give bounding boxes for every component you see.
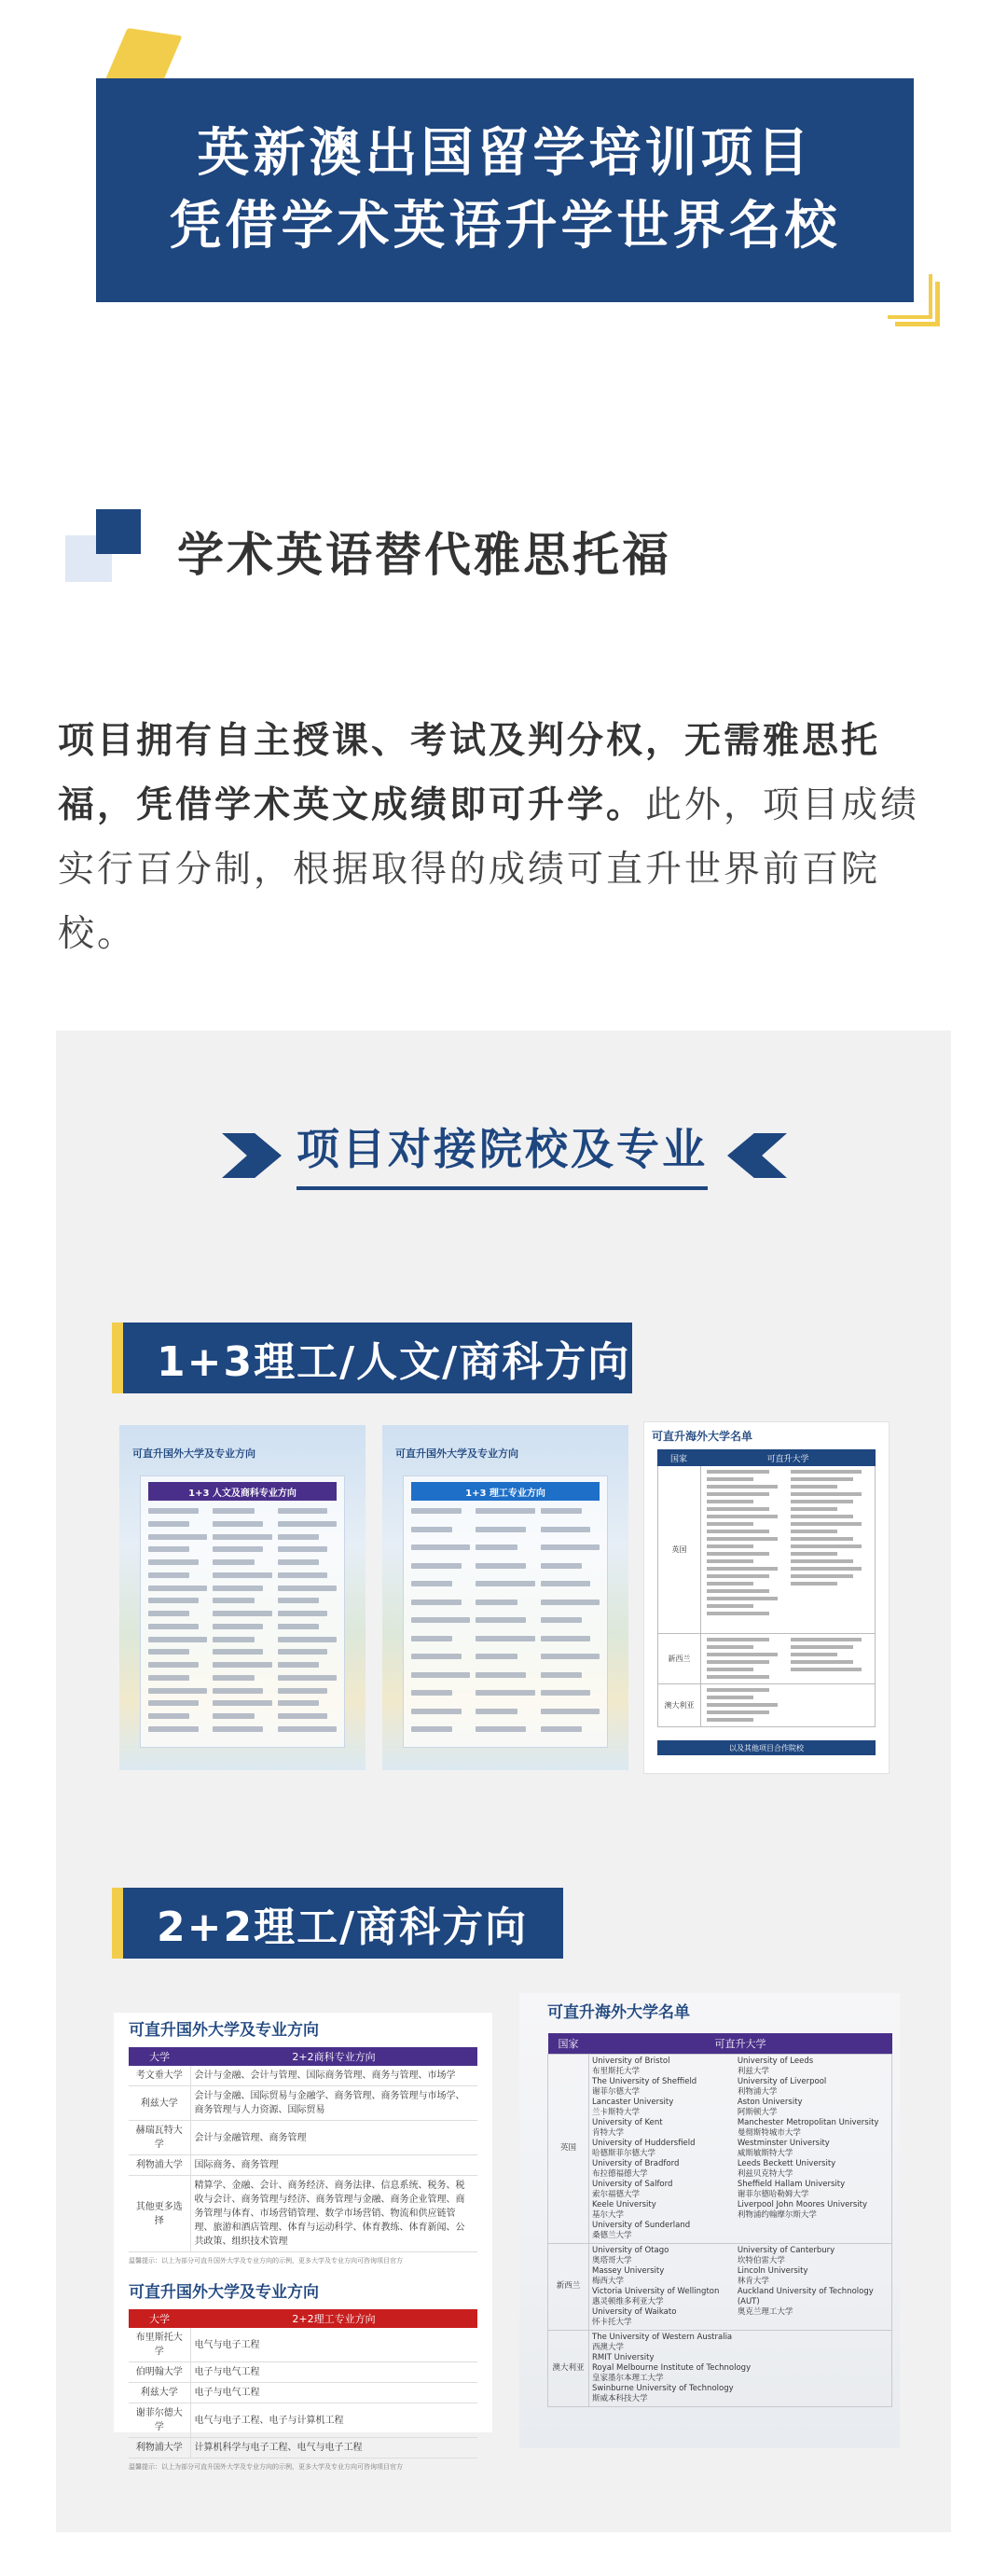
table-row (548, 2243, 892, 2330)
table-row: 谢菲尔德大学 电气与电子工程、电子与计算机工程 (129, 2403, 477, 2438)
university-name: University of Kent (592, 2117, 663, 2127)
university-name: 桑德兰大学 (592, 2230, 632, 2240)
thumbnail-footer-text: 以及其他项目合作院校 (729, 1743, 804, 1752)
table-header: 2+2理工专业方向 (190, 2309, 477, 2328)
thumbnail-card-head: 1+3 人文及商科专业方向 (148, 1482, 337, 1501)
university-name: RMIT University (592, 2352, 655, 2362)
university-name: 奥克兰理工大学 (737, 2306, 793, 2317)
nz-universities-col2 (738, 2246, 883, 2318)
table-row: 利物浦大学 计算机科学与电子工程、电气与电子工程 (129, 2438, 477, 2458)
thumbnail-col-country: 国家 (669, 1454, 687, 1464)
engineering-note: 温馨提示：以上为部分可直升国外大学及专业方向的示例，更多大学及专业方向可咨询项目官方 (129, 2463, 403, 2471)
thumbnail-heading: 可直升海外大学名单 (652, 1430, 753, 1443)
university-name: Westminster University (737, 2138, 830, 2148)
business-majors-table (129, 2047, 477, 2252)
table-header: 国家 (548, 2033, 589, 2054)
table-row: 布里斯托大学 电气与电子工程 (129, 2328, 477, 2362)
table-header: 2+2商科专业方向 (190, 2047, 477, 2066)
university-name: University of Salford (592, 2179, 673, 2189)
university-name: Sheffield Hallam University (737, 2179, 846, 2189)
band-2plus2: 2+2理工/商科方向 (112, 1888, 563, 1959)
table-row: 利兹大学 电子与电气工程 (129, 2383, 477, 2403)
university-name: 肯特大学 (592, 2127, 625, 2138)
thumbnail-uk-block (657, 1466, 876, 1634)
section-title: 学术英语替代雅思托福 (177, 528, 671, 582)
country-uk: 英国 (548, 2054, 589, 2243)
thumbnail-card-head: 1+3 理工专业方向 (411, 1482, 600, 1501)
thumbnail-heading: 可直升国外大学及专业方向 (132, 1447, 255, 1460)
university-name: University of Sunderland (592, 2220, 691, 2230)
university-name: Leeds Beckett University (737, 2158, 836, 2168)
university-name: Manchester Metropolitan University (737, 2117, 879, 2127)
university-name: 利兹大学 (737, 2066, 769, 2076)
au-universities-col1 (592, 2333, 889, 2404)
hero-title-line1: 英新澳出国留学培训项目 (197, 123, 813, 184)
university-name: 奥塔哥大学 (592, 2255, 632, 2265)
thumbnail-card (140, 1475, 345, 1748)
table-row: 考文垂大学 会计与金融、会计与管理、国际商务管理、商务与管理、市场学 (129, 2066, 477, 2086)
university-name: University of Bristol (592, 2056, 670, 2066)
university-name: 惠灵顿维多利亚大学 (592, 2296, 664, 2306)
engineering-card-title: 可直升国外大学及专业方向 (129, 2283, 319, 2302)
table-row (548, 2330, 892, 2406)
uk-universities-col2 (738, 2057, 883, 2221)
university-name: 利物浦约翰摩尔斯大学 (737, 2209, 817, 2220)
thumbnail-humanities-majors[interactable] (119, 1425, 366, 1770)
thumbnail-table-header (657, 1449, 876, 1466)
university-name: 哈德斯菲尔德大学 (592, 2148, 656, 2158)
university-name: 阿斯顿大学 (737, 2107, 778, 2117)
university-name: University of Liverpool (737, 2076, 827, 2086)
thumbnail-au-block (657, 1684, 876, 1727)
university-name: 基尔大学 (592, 2209, 625, 2220)
thumbnail-card (403, 1475, 608, 1748)
table-row: 赫瑞瓦特大学 会计与金融管理、商务管理 (129, 2121, 477, 2155)
intro-paragraph (58, 709, 953, 966)
university-name: 梅西大学 (592, 2276, 625, 2286)
university-name: 斯威本科技大学 (592, 2393, 648, 2403)
university-name: University of Otago (592, 2245, 669, 2255)
university-name: Liverpool John Moores University (737, 2199, 867, 2209)
thumbnail-university-list[interactable] (643, 1421, 890, 1774)
university-name: The University of Sheffield (592, 2076, 697, 2086)
section-deco-square-dark (96, 509, 141, 554)
university-name: 索尔福德大学 (592, 2189, 641, 2199)
table-row: 利兹大学 会计与金融、国际贸易与金融学、商务管理、商务管理与市场学、商务管理与人力资源、国际贸易 (129, 2086, 477, 2121)
university-name: 谢菲尔德哈勒姆大学 (737, 2189, 809, 2199)
university-name: 坎特伯雷大学 (737, 2255, 785, 2265)
university-name: Swinburne University of Technology (592, 2383, 734, 2393)
thumbnail-engineering-majors[interactable] (382, 1425, 628, 1770)
intro-paragraph-normal: 此外，项目成绩实行百分制，根据取得的成绩可直升世界前百院校。 (58, 784, 920, 955)
country-nz: 新西兰 (548, 2243, 589, 2330)
university-name: 谢菲尔德大学 (592, 2086, 641, 2097)
band-1plus3: 1+3理工/人文/商科方向 (112, 1323, 632, 1393)
schools-title: 项目对接院校及专业 (297, 1115, 708, 1190)
thumbnail-col-universities: 可直升大学 (766, 1454, 809, 1464)
university-name: University of Huddersfield (592, 2138, 696, 2148)
university-name: The University of Western Australia (592, 2332, 733, 2342)
table-row (548, 2054, 892, 2243)
university-name: 西澳大学 (592, 2342, 625, 2352)
university-name: 布拉德福德大学 (592, 2168, 648, 2179)
thumbnail-uk-label: 英国 (658, 1466, 701, 1633)
hero-deco-bracket-inner (888, 274, 932, 319)
university-name: 威斯敏斯特大学 (737, 2148, 793, 2158)
thumbnail-nz-label: 新西兰 (658, 1634, 701, 1683)
university-name: University of Leeds (737, 2056, 814, 2066)
university-list-table (547, 2033, 892, 2407)
university-name: Auckland University of Technology (AUT) (737, 2286, 874, 2306)
thumbnail-nz-block (657, 1634, 876, 1684)
nz-universities-col1 (592, 2246, 738, 2328)
thumbnail-columns (141, 1501, 344, 1739)
university-name: 利物浦大学 (737, 2086, 778, 2097)
table-header: 大学 (129, 2309, 190, 2328)
university-name: 皇家墨尔本理工大学 (592, 2373, 664, 2383)
university-name: 布里斯托大学 (592, 2066, 641, 2076)
majors-card[interactable] (114, 2013, 492, 2471)
university-name: University of Bradford (592, 2158, 680, 2168)
university-list-card[interactable] (519, 1993, 900, 2448)
university-name: Keele University (592, 2199, 656, 2209)
thumbnail-heading: 可直升国外大学及专业方向 (395, 1447, 518, 1460)
thumbnail-footer-bar (657, 1740, 876, 1755)
university-list-title: 可直升海外大学名单 (547, 2003, 690, 2022)
university-name: 利兹贝克特大学 (737, 2168, 793, 2179)
table-row: 利物浦大学 国际商务、商务管理 (129, 2155, 477, 2176)
hero-title-line2: 凭借学术英语升学世界名校 (169, 196, 841, 256)
table-header: 大学 (129, 2047, 190, 2066)
university-name: Massey University (592, 2265, 665, 2276)
university-name: 怀卡托大学 (592, 2317, 632, 2327)
majors-card-title: 可直升国外大学及专业方向 (129, 2021, 319, 2040)
table-row: 伯明翰大学 电子与电气工程 (129, 2362, 477, 2383)
thumbnail-au-label: 澳大利亚 (658, 1684, 701, 1726)
intro-paragraph-bold: 项目拥有自主授课、考试及判分权，无需雅思托福，凭借学术英文成绩即可升学。 (58, 720, 881, 826)
engineering-majors-table (129, 2309, 477, 2458)
university-name: University of Canterbury (737, 2245, 835, 2255)
university-name: Lincoln University (737, 2265, 808, 2276)
country-au: 澳大利亚 (548, 2330, 589, 2406)
university-name: 林肯大学 (737, 2276, 769, 2286)
university-name: 兰卡斯特大学 (592, 2107, 641, 2117)
university-name: Royal Melbourne Institute of Technology (592, 2362, 752, 2373)
university-name: Lancaster University (592, 2097, 674, 2107)
uk-universities-col1 (592, 2057, 738, 2241)
university-name: Victoria University of Wellington (592, 2286, 720, 2296)
university-name: University of Waikato (592, 2306, 677, 2317)
university-name: Aston University (737, 2097, 803, 2107)
hero-banner (96, 78, 914, 302)
table-row: 其他更多选择 精算学、金融、会计、商务经济、商务法律、信息系统、税务、税收与会计、商务管理与经济、商务管理与金融、商务企业管理、商务管理与体育、市场营销管理、数学市场营销、物流和供应链管理、旅游和酒店管理、体育与运动科学、体育教练、体育新闻、公共政策、组织技术管理 (129, 2176, 477, 2252)
table-header: 可直升大学 (589, 2033, 892, 2054)
university-name: 曼彻斯特城市大学 (737, 2127, 801, 2138)
majors-note: 温馨提示：以上为部分可直升国外大学及专业方向的示例，更多大学及专业方向可咨询项目官方 (129, 2257, 403, 2264)
thumbnail-columns (404, 1501, 607, 1739)
